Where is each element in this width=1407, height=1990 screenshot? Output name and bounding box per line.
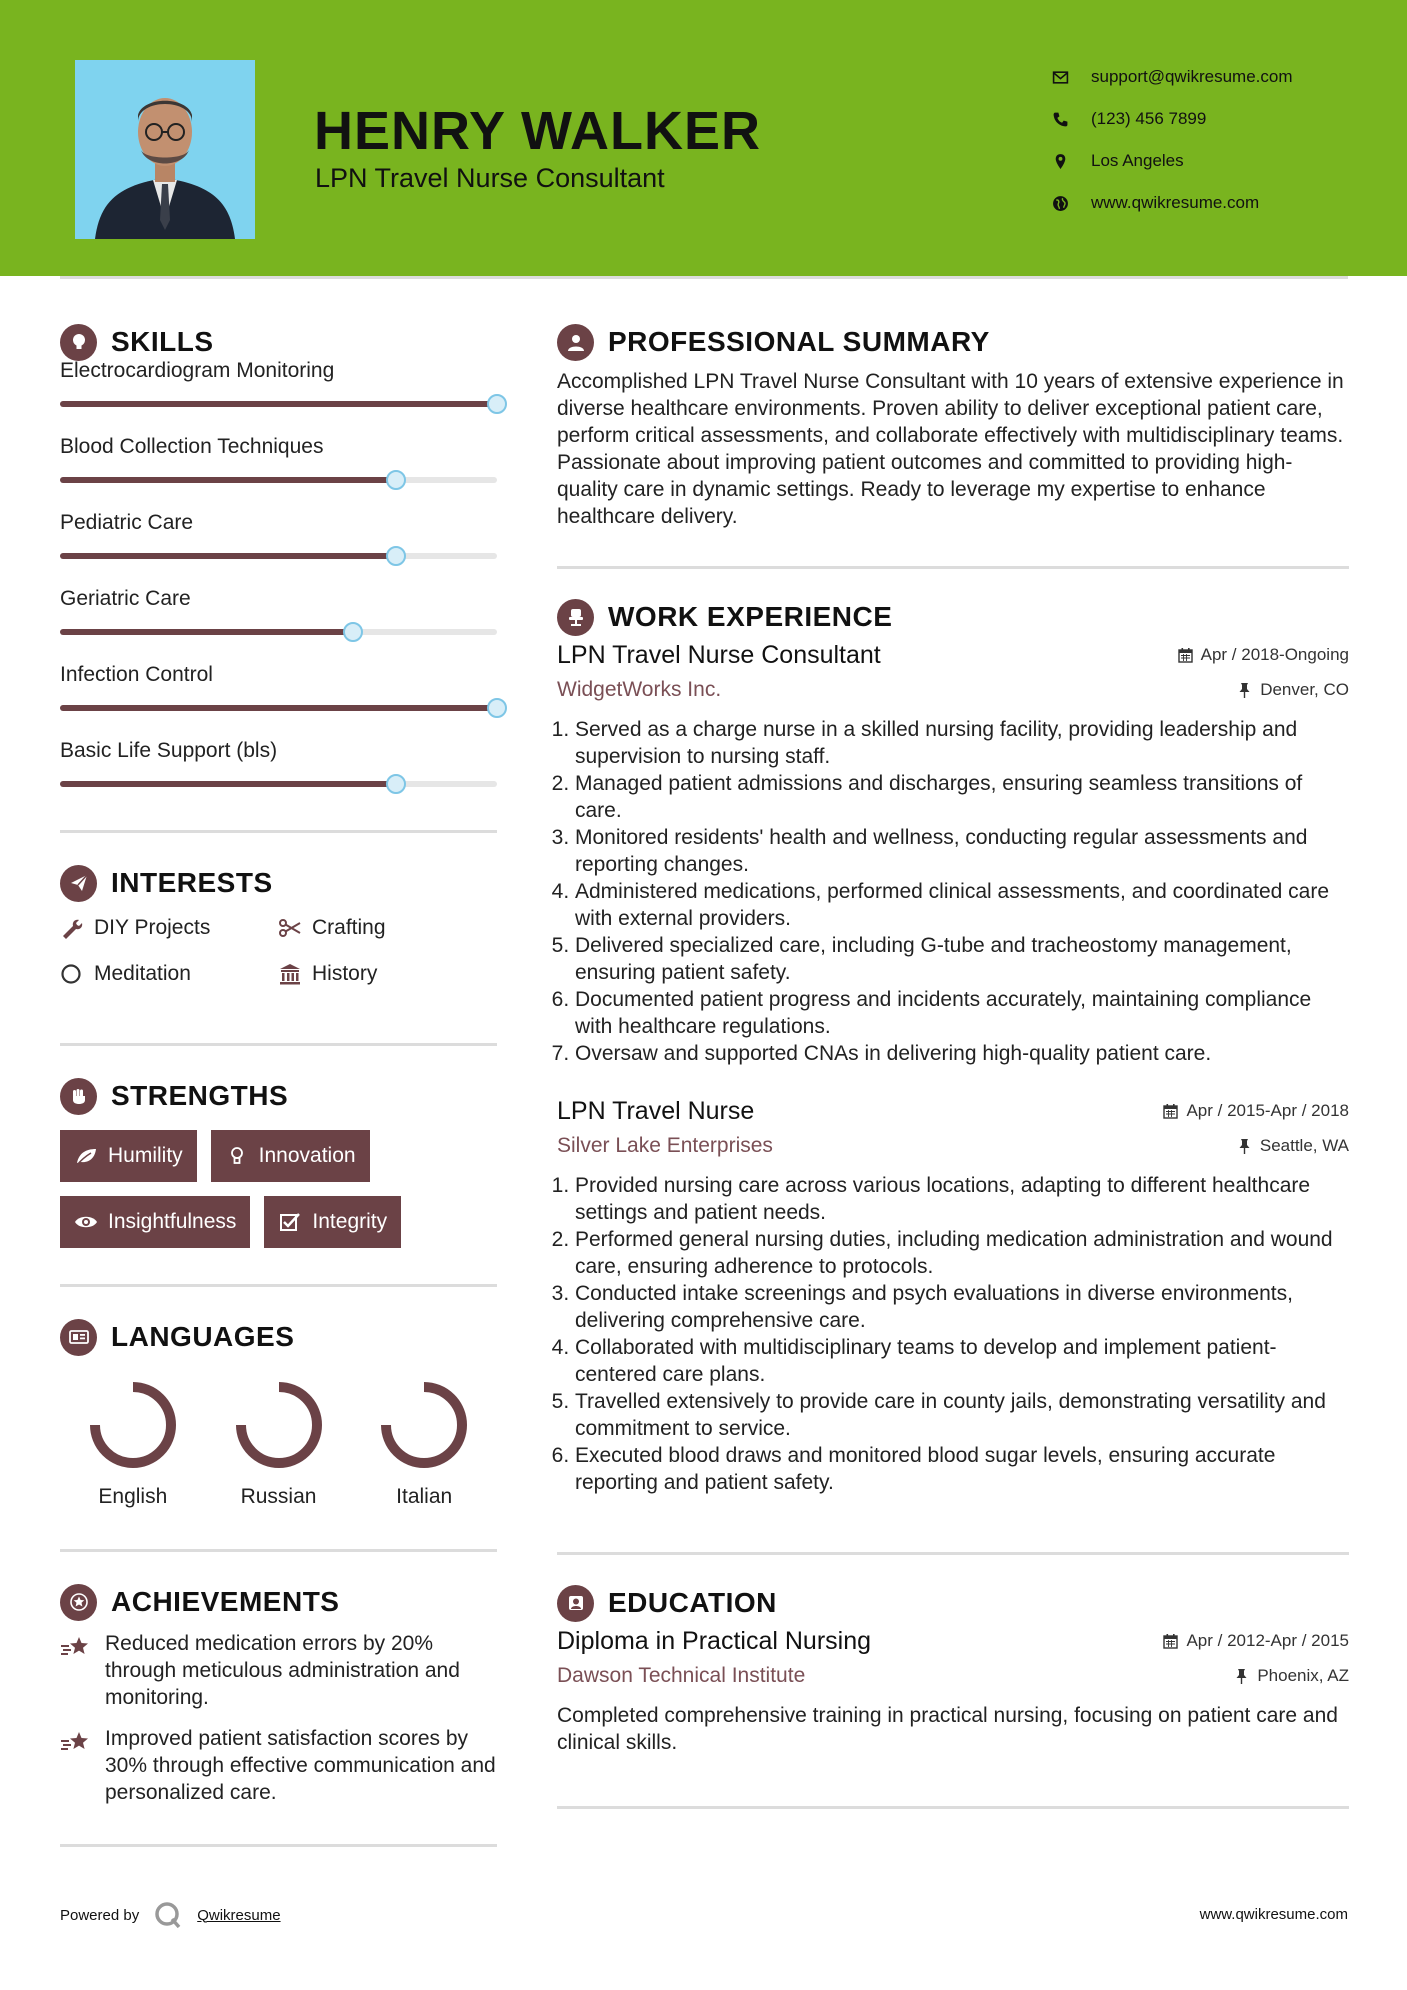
language-item: [206, 1375, 352, 1509]
education-heading: [557, 1583, 1349, 1623]
profile-photo: [75, 60, 255, 239]
skill-fill: [60, 401, 497, 407]
contact-email-text: support@qwikresume.com: [1091, 67, 1293, 86]
job-duties: [557, 1172, 1349, 1496]
eye-icon: [74, 1212, 98, 1232]
footer-brand-link[interactable]: Qwikresume: [197, 1906, 281, 1924]
interests-heading: [60, 863, 497, 903]
job-date-text: Apr / 2018-Ongoing: [1200, 645, 1349, 664]
language-card-icon: [60, 1319, 97, 1356]
language-label: Italian: [396, 1485, 453, 1508]
skill-label: Geriatric Care: [60, 587, 191, 610]
summary-heading: [557, 322, 1349, 362]
user-icon: [557, 324, 594, 361]
qwikresume-logo-icon: [153, 1900, 183, 1930]
skill-knob: [386, 774, 406, 794]
calendar-icon: [1163, 1103, 1178, 1119]
skill-fill: [60, 477, 396, 483]
job-date-text: Apr / 2015-Apr / 2018: [1186, 1101, 1349, 1120]
leaf-icon: [74, 1146, 98, 1166]
pushpin-icon: [1237, 682, 1252, 698]
skill-knob: [386, 546, 406, 566]
skill-bar: [60, 614, 497, 660]
strength-label: Innovation: [258, 1144, 356, 1167]
strengths-heading: [60, 1076, 497, 1116]
section-divider: [557, 1806, 1349, 1809]
section-divider: [60, 1043, 497, 1046]
job-duty: 4. Collaborated with multidisciplinary teams to develop and implement patient-centered care plans.: [575, 1334, 1349, 1388]
achievements-list: [60, 1630, 497, 1806]
job-duty: 3. Conducted intake screenings and psych evaluations in diverse environments, delivering comprehensive care.: [575, 1280, 1349, 1334]
globe-icon: [1052, 195, 1069, 212]
header-divider: [60, 276, 1348, 279]
skill-bar: [60, 690, 497, 736]
strength-label: Insightfulness: [108, 1210, 237, 1233]
language-ring-arc: [241, 1387, 317, 1463]
job-duty: 5. Delivered specialized care, including G-tube and tracheostomy management, ensuring patient safety.: [575, 932, 1349, 986]
section-divider: [557, 1552, 1349, 1555]
skill-item: [60, 584, 497, 660]
language-label: English: [98, 1485, 168, 1508]
job-entry: [557, 1097, 1349, 1496]
education-degree: Diploma in Practical Nursing: [557, 1627, 872, 1655]
job-date: [1163, 1101, 1349, 1121]
interest-label: DIY Projects: [94, 916, 211, 939]
skill-knob: [487, 698, 507, 718]
education-location-text: Phoenix, AZ: [1257, 1666, 1349, 1685]
strength-label: Humility: [108, 1144, 183, 1167]
achievement-text: Improved patient satisfaction scores by 30% through effective communication and personalized care.: [105, 1727, 496, 1804]
language-ring: [374, 1375, 474, 1475]
strength-tag: [264, 1196, 401, 1248]
left-column: [60, 322, 497, 1847]
education-school: Dawson Technical Institute: [557, 1664, 806, 1687]
achievements-heading: [60, 1582, 497, 1622]
experience-title: WORK EXPERIENCE: [608, 601, 893, 632]
pushpin-icon: [1237, 1138, 1252, 1154]
contact-phone[interactable]: [1052, 98, 1293, 140]
skill-fill: [60, 705, 497, 711]
job-subheader: [557, 678, 1349, 702]
section-divider: [60, 1549, 497, 1552]
star-badge-icon: [60, 1584, 97, 1621]
pushpin-icon: [1234, 1668, 1249, 1684]
skill-fill: [60, 629, 353, 635]
job-location-text: Denver, CO: [1260, 680, 1349, 699]
job-duty: 6. Executed blood draws and monitored blood sugar levels, ensuring accurate reporting and patient safety.: [575, 1442, 1349, 1496]
section-divider: [60, 1284, 497, 1287]
contact-website[interactable]: [1052, 182, 1293, 224]
interest-item: [60, 909, 278, 947]
skill-label: Electrocardiogram Monitoring: [60, 359, 335, 382]
job-company: WidgetWorks Inc.: [557, 678, 722, 701]
interest-item: [278, 955, 497, 993]
shooting-star-icon: [60, 1729, 92, 1757]
skill-knob: [343, 622, 363, 642]
strength-label: Integrity: [312, 1210, 388, 1233]
shooting-star-icon: [60, 1634, 92, 1662]
skill-label: Blood Collection Techniques: [60, 435, 324, 458]
strength-tag: [60, 1196, 250, 1248]
skill-fill: [60, 781, 396, 787]
summary-text: Accomplished LPN Travel Nurse Consultant with 10 years of extensive experience in diverse healthcare environments. Proven ability to deliver exceptional patient care, perform critical assessments, and collaborate effectively with multidisciplinary teams. Passionate about improving patient outcomes and committed to providing high-quality care in dynamic settings. Ready to leverage my expertise to enhance healthcare delivery.: [557, 370, 1344, 528]
interest-label: History: [312, 962, 378, 985]
education-title: EDUCATION: [608, 1587, 777, 1618]
job-duty: 3. Monitored residents' health and wellness, conducting regular assessments and reporting changes.: [575, 824, 1349, 878]
languages-list: [60, 1375, 497, 1509]
language-item: [60, 1375, 206, 1509]
job-date: [1178, 645, 1349, 665]
contact-list: [1052, 56, 1293, 224]
skill-bar: [60, 386, 497, 432]
job-duties: [557, 716, 1349, 1067]
languages-title: LANGUAGES: [111, 1321, 295, 1352]
section-divider: [60, 830, 497, 833]
job-company: Silver Lake Enterprises: [557, 1134, 773, 1157]
skill-item: [60, 432, 497, 508]
lightbulb-icon: [225, 1146, 249, 1166]
checkbox-icon: [278, 1212, 302, 1232]
job-duty: 1. Served as a charge nurse in a skilled nursing facility, providing leadership and supervision to nursing staff.: [575, 716, 1349, 770]
skill-label: Infection Control: [60, 663, 213, 686]
paper-plane-icon: [60, 865, 97, 902]
job-duty: 2. Performed general nursing duties, including medication administration and wound care, ensuring adherence to protocols.: [575, 1226, 1349, 1280]
skill-bar: [60, 462, 497, 508]
skill-label: Pediatric Care: [60, 511, 194, 534]
contact-location: [1052, 140, 1293, 182]
skill-knob: [386, 470, 406, 490]
strength-tag: [211, 1130, 370, 1182]
education-date-text: Apr / 2012-Apr / 2015: [1186, 1631, 1349, 1650]
phone-icon: [1052, 111, 1069, 128]
job-header: [557, 1097, 1349, 1126]
education-header: [557, 1627, 1349, 1656]
job-duty: 7. Oversaw and supported CNAs in delivering high-quality patient care.: [575, 1040, 1349, 1067]
education-description: Completed comprehensive training in practical nursing, focusing on patient care and clinical skills.: [557, 1704, 1338, 1754]
skill-bar: [60, 538, 497, 584]
interests-list: [60, 909, 497, 993]
achievement-text: Reduced medication errors by 20% through meticulous administration and monitoring.: [105, 1632, 460, 1709]
skill-knob: [487, 394, 507, 414]
job-subheader: [557, 1134, 1349, 1158]
languages-heading: [60, 1317, 497, 1357]
powered-by-label: Powered by: [60, 1906, 140, 1924]
museum-icon: [278, 963, 302, 985]
achievement-item: [60, 1630, 497, 1711]
achievements-title: ACHIEVEMENTS: [111, 1586, 340, 1617]
footer-powered-by: [60, 1900, 281, 1930]
language-ring: [83, 1375, 183, 1475]
job-duty: 1. Provided nursing care across various locations, adapting to different healthcare settings and patient needs.: [575, 1172, 1349, 1226]
fist-icon: [60, 1078, 97, 1115]
skill-item: [60, 660, 497, 736]
language-item: [351, 1375, 497, 1509]
office-chair-icon: [557, 599, 594, 636]
candidate-role: LPN Travel Nurse Consultant: [315, 163, 665, 193]
interest-label: Meditation: [94, 962, 191, 985]
job-duty: 5. Travelled extensively to provide care in county jails, demonstrating versatility and commitment to service.: [575, 1388, 1349, 1442]
job-location: [1237, 680, 1349, 700]
right-column: [557, 322, 1349, 1809]
contact-website-text: www.qwikresume.com: [1091, 193, 1260, 212]
job-duty: 2. Managed patient admissions and discharges, ensuring seamless transitions of care.: [575, 770, 1349, 824]
job-location: [1237, 1136, 1349, 1156]
skill-item: [60, 736, 497, 812]
strengths-title: STRENGTHS: [111, 1080, 289, 1111]
summary-title: PROFESSIONAL SUMMARY: [608, 326, 990, 357]
graduate-icon: [557, 1585, 594, 1622]
footer-website[interactable]: www.qwikresume.com: [1199, 1906, 1348, 1923]
experience-heading: [557, 597, 1349, 637]
education-date: [1163, 1631, 1349, 1651]
skills-title: SKILLS: [111, 326, 214, 357]
job-title: LPN Travel Nurse: [557, 1097, 755, 1125]
interest-item: [60, 955, 278, 993]
language-label: Russian: [240, 1485, 317, 1508]
scissors-icon: [278, 917, 302, 939]
interest-label: Crafting: [312, 916, 386, 939]
strengths-list: [60, 1130, 497, 1248]
skill-item: [60, 356, 497, 432]
job-location-text: Seattle, WA: [1259, 1136, 1349, 1155]
contact-phone-text: (123) 456 7899: [1091, 109, 1207, 128]
job-duty: 4. Administered medications, performed clinical assessments, and coordinated care with external providers.: [575, 878, 1349, 932]
contact-location-text: Los Angeles: [1091, 151, 1184, 170]
skill-label: Basic Life Support (bls): [60, 739, 278, 762]
job-duty: 6. Documented patient progress and incidents accurately, maintaining compliance with healthcare regulations.: [575, 986, 1349, 1040]
job-entry: [557, 641, 1349, 1067]
interests-title: INTERESTS: [111, 867, 273, 898]
language-ring-arc: [95, 1387, 171, 1463]
achievement-item: [60, 1725, 497, 1806]
candidate-name: HENRY WALKER: [314, 101, 762, 161]
calendar-icon: [1163, 1633, 1178, 1649]
envelope-icon: [1052, 69, 1069, 86]
skill-bar: [60, 766, 497, 812]
wrench-icon: [60, 917, 84, 939]
job-title: LPN Travel Nurse Consultant: [557, 641, 881, 669]
skills-list: [60, 356, 497, 812]
education-entry: [557, 1627, 1349, 1756]
job-header: [557, 641, 1349, 670]
header-banner: [0, 0, 1407, 276]
location-pin-icon: [1052, 153, 1069, 170]
skill-item: [60, 508, 497, 584]
lightbulb-icon: [60, 324, 97, 361]
language-ring-arc: [386, 1387, 462, 1463]
contact-email[interactable]: [1052, 56, 1293, 98]
calendar-icon: [1178, 647, 1193, 663]
education-subheader: [557, 1664, 1349, 1688]
section-divider: [60, 1844, 497, 1847]
skill-fill: [60, 553, 396, 559]
strength-tag: [60, 1130, 197, 1182]
language-ring: [229, 1375, 329, 1475]
education-location: [1234, 1666, 1349, 1686]
interest-item: [278, 909, 497, 947]
section-divider: [557, 566, 1349, 569]
circle-icon: [60, 963, 84, 985]
